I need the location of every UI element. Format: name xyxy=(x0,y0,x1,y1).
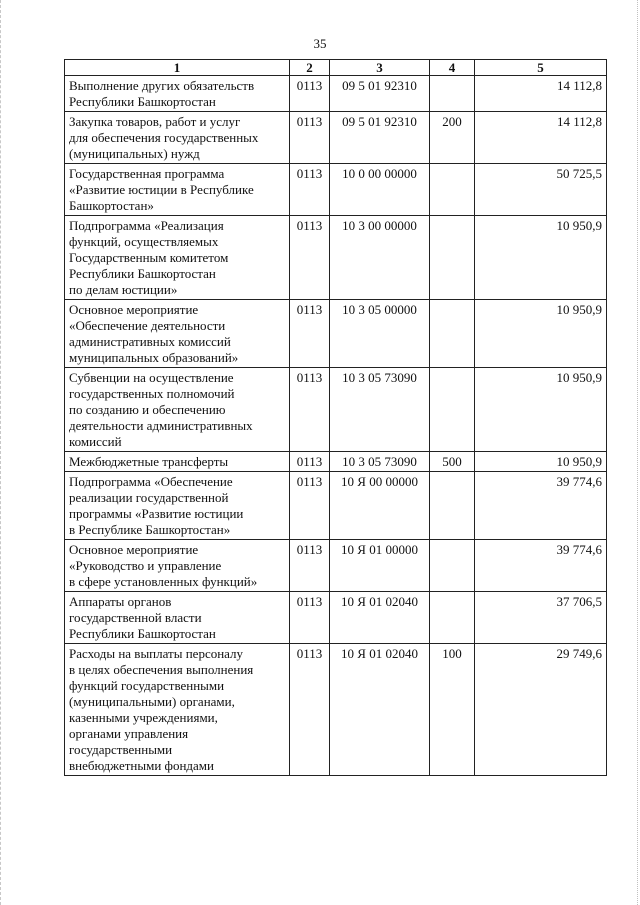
row-amount-cell: 10 950,9 xyxy=(475,368,607,452)
row-name-cell xyxy=(65,472,290,540)
row-name-line: государственных полномочий xyxy=(69,386,235,401)
row-section-cell: 0113 xyxy=(290,164,330,216)
row-expense-type-cell xyxy=(430,76,475,112)
row-name-cell xyxy=(65,644,290,776)
row-amount-cell: 39 774,6 xyxy=(475,472,607,540)
scan-right-edge xyxy=(635,0,638,905)
row-name-cell xyxy=(65,300,290,368)
row-name-line: Аппараты органов xyxy=(69,594,172,609)
row-name-line: функций государственными xyxy=(69,678,225,693)
row-target-cell: 10 Я 01 00000 xyxy=(330,540,430,592)
row-name-line: реализации государственной xyxy=(69,490,229,505)
row-section-cell: 0113 xyxy=(290,592,330,644)
row-name-line: административных комиссий xyxy=(69,334,231,349)
row-name-line: Подпрограмма «Обеспечение xyxy=(69,474,233,489)
table-row xyxy=(65,540,607,592)
row-name-cell xyxy=(65,112,290,164)
row-name-line: по делам юстиции» xyxy=(69,282,178,297)
table-row xyxy=(65,216,607,300)
row-name-line: казенными учреждениями, xyxy=(69,710,218,725)
row-target-cell: 09 5 01 92310 xyxy=(330,112,430,164)
row-name-line: в Республике Башкортостан» xyxy=(69,522,231,537)
row-name-line: деятельности административных xyxy=(69,418,253,433)
row-expense-type-cell: 500 xyxy=(430,452,475,472)
table-row xyxy=(65,472,607,540)
row-name-line: муниципальных образований» xyxy=(69,350,239,365)
row-target-cell: 10 3 05 00000 xyxy=(330,300,430,368)
row-expense-type-cell xyxy=(430,164,475,216)
page-number: 35 xyxy=(313,36,327,51)
row-name-line: функций, осуществляемых xyxy=(69,234,219,249)
row-section-cell: 0113 xyxy=(290,540,330,592)
row-name-line: «Обеспечение деятельности xyxy=(69,318,226,333)
row-name-line: (муниципальных) нужд xyxy=(69,146,200,161)
row-name-line: (муниципальными) органами, xyxy=(69,694,235,709)
row-amount-cell: 10 950,9 xyxy=(475,216,607,300)
row-name-line: в сфере установленных функций» xyxy=(69,574,258,589)
row-name-line: по созданию и обеспечению xyxy=(69,402,226,417)
table-row xyxy=(65,452,607,472)
table-body xyxy=(65,76,607,776)
row-target-cell: 10 Я 00 00000 xyxy=(330,472,430,540)
row-amount-cell: 14 112,8 xyxy=(475,112,607,164)
table-row xyxy=(65,112,607,164)
row-amount-cell: 14 112,8 xyxy=(475,76,607,112)
table-header-row xyxy=(65,60,607,76)
table-row xyxy=(65,300,607,368)
row-target-cell: 10 3 05 73090 xyxy=(330,368,430,452)
row-name-line: для обеспечения государственных xyxy=(69,130,259,145)
row-section-cell: 0113 xyxy=(290,112,330,164)
row-amount-cell: 10 950,9 xyxy=(475,300,607,368)
row-name-cell xyxy=(65,540,290,592)
row-name-line: Основное мероприятие xyxy=(69,542,199,557)
row-name-line: Расходы на выплаты персоналу xyxy=(69,646,244,661)
row-target-cell: 10 0 00 00000 xyxy=(330,164,430,216)
row-name-line: государственной власти xyxy=(69,610,202,625)
row-section-cell: 0113 xyxy=(290,472,330,540)
column-header-name: 1 xyxy=(65,60,290,76)
row-name-line: Республики Башкортостан xyxy=(69,626,216,641)
table-row xyxy=(65,592,607,644)
row-section-cell: 0113 xyxy=(290,300,330,368)
table-row xyxy=(65,644,607,776)
row-section-cell: 0113 xyxy=(290,216,330,300)
row-name-line: Межбюджетные трансферты xyxy=(69,454,229,469)
row-expense-type-cell xyxy=(430,368,475,452)
row-name-line: Закупка товаров, работ и услуг xyxy=(69,114,241,129)
row-expense-type-cell xyxy=(430,216,475,300)
row-name-line: в целях обеспечения выполнения xyxy=(69,662,254,677)
row-name-line: Выполнение других обязательств xyxy=(69,78,255,93)
scan-left-edge xyxy=(0,0,5,905)
row-name-cell xyxy=(65,452,290,472)
table-row xyxy=(65,368,607,452)
column-header-target: 3 xyxy=(330,60,430,76)
row-section-cell: 0113 xyxy=(290,76,330,112)
row-amount-cell: 37 706,5 xyxy=(475,592,607,644)
row-name-line: Башкортостан» xyxy=(69,198,154,213)
row-amount-cell: 39 774,6 xyxy=(475,540,607,592)
row-section-cell: 0113 xyxy=(290,368,330,452)
row-name-cell xyxy=(65,164,290,216)
row-target-cell: 09 5 01 92310 xyxy=(330,76,430,112)
row-section-cell: 0113 xyxy=(290,452,330,472)
row-name-line: комиссий xyxy=(69,434,122,449)
row-name-line: государственными xyxy=(69,742,173,757)
row-name-cell xyxy=(65,216,290,300)
row-name-line: Субвенции на осуществление xyxy=(69,370,234,385)
row-name-cell xyxy=(65,368,290,452)
row-name-line: органами управления xyxy=(69,726,189,741)
row-name-line: «Руководство и управление xyxy=(69,558,222,573)
row-name-line: Подпрограмма «Реализация xyxy=(69,218,224,233)
row-expense-type-cell: 200 xyxy=(430,112,475,164)
table-row xyxy=(65,76,607,112)
row-expense-type-cell xyxy=(430,592,475,644)
row-amount-cell: 29 749,6 xyxy=(475,644,607,776)
row-amount-cell: 10 950,9 xyxy=(475,452,607,472)
column-header-expense-type: 4 xyxy=(430,60,475,76)
row-expense-type-cell xyxy=(430,472,475,540)
row-name-line: Республики Башкортостан xyxy=(69,266,216,281)
row-name-cell xyxy=(65,76,290,112)
row-section-cell: 0113 xyxy=(290,644,330,776)
row-target-cell: 10 3 00 00000 xyxy=(330,216,430,300)
budget-table xyxy=(64,59,607,776)
row-name-cell xyxy=(65,592,290,644)
column-header-section: 2 xyxy=(290,60,330,76)
row-name-line: Государственная программа xyxy=(69,166,225,181)
row-target-cell: 10 Я 01 02040 xyxy=(330,644,430,776)
row-expense-type-cell xyxy=(430,300,475,368)
row-name-line: «Развитие юстиции в Республике xyxy=(69,182,254,197)
column-header-amount: 5 xyxy=(475,60,607,76)
row-expense-type-cell: 100 xyxy=(430,644,475,776)
row-name-line: Государственным комитетом xyxy=(69,250,229,265)
row-name-line: программы «Развитие юстиции xyxy=(69,506,244,521)
row-expense-type-cell xyxy=(430,540,475,592)
row-name-line: внебюджетными фондами xyxy=(69,758,214,773)
row-target-cell: 10 3 05 73090 xyxy=(330,452,430,472)
row-target-cell: 10 Я 01 02040 xyxy=(330,592,430,644)
row-name-line: Основное мероприятие xyxy=(69,302,199,317)
row-name-line: Республики Башкортостан xyxy=(69,94,216,109)
row-amount-cell: 50 725,5 xyxy=(475,164,607,216)
table-row xyxy=(65,164,607,216)
